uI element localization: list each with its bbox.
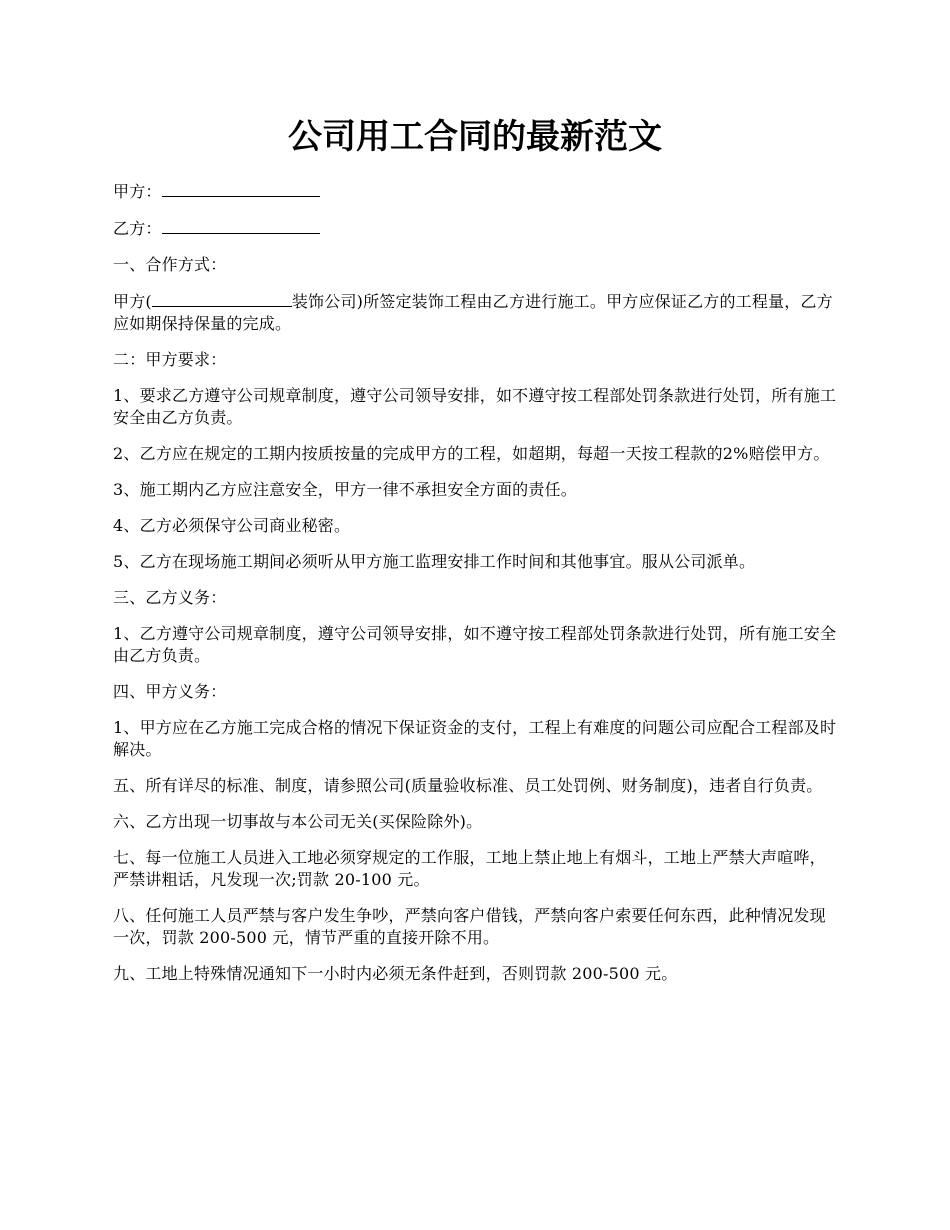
section-2-item: 1、要求乙方遵守公司规章制度，遵守公司领导安排，如不遵守按工程部处罚条款进行处罚，所有施工安全由乙方负责。: [113, 386, 837, 427]
section-2-item: 2、乙方应在规定的工期内按质按量的完成甲方的工程，如超期，每超一天按工程款的2%赔偿甲方。: [113, 444, 830, 463]
party-b-label: 乙方：: [113, 219, 162, 238]
section-1-text: 装饰公司)所签定装饰工程由乙方进行施工。甲方应保证乙方的工程量，乙方应如期保持保量的完成。: [113, 292, 833, 333]
clause-6: 六、乙方出现一切事故与本公司无关(买保险除外)。: [113, 812, 483, 831]
party-a-blank: [162, 180, 320, 197]
section-4-heading: 四、甲方义务：: [113, 682, 227, 701]
document-title: 公司用工合同的最新范文: [288, 117, 662, 157]
party-a-label: 甲方：: [113, 182, 162, 201]
section-2-heading: 二：甲方要求：: [113, 350, 227, 369]
section-1-paragraph: [113, 290, 841, 335]
clause-7: 七、每一位施工人员进入工地必须穿规定的工作服，工地上禁止地上有烟斗，工地上严禁大声喧哗，严禁讲粗话，凡发现一次;罚款 20-100 元。: [113, 848, 826, 889]
company-name-blank: [152, 290, 292, 307]
section-1-prefix: 甲方(: [113, 292, 152, 311]
document-body: [113, 180, 841, 999]
party-b-line: [113, 217, 841, 240]
section-1-heading: 一、合作方式：: [113, 255, 227, 274]
party-b-blank: [162, 217, 320, 234]
section-2-item: 5、乙方在现场施工期间必须听从甲方施工监理安排工作时间和其他事宜。服从公司派单。: [113, 552, 756, 571]
section-3-heading: 三、乙方义务：: [113, 588, 227, 607]
clause-8: 八、任何施工人员严禁与客户发生争吵，严禁向客户借钱，严禁向客户索要任何东西，此种情况发现一次，罚款 200-500 元，情节严重的直接开除不用。: [113, 906, 826, 947]
clause-9: 九、工地上特殊情况通知下一小时内必须无条件赶到，否则罚款 200-500 元。: [113, 964, 678, 983]
section-2-item: 4、乙方必须保守公司商业秘密。: [113, 516, 351, 535]
clause-5: 五、所有详尽的标准、制度，请参照公司(质量验收标准、员工处罚例、财务制度)，违者自行负责。: [113, 776, 823, 795]
section-3-item: 1、乙方遵守公司规章制度，遵守公司领导安排，如不遵守按工程部处罚条款进行处罚，所有施工安全由乙方负责。: [113, 624, 837, 665]
section-2-item: 3、施工期内乙方应注意安全，甲方一律不承担安全方面的责任。: [113, 480, 577, 499]
party-a-line: [113, 180, 841, 203]
section-4-item: 1、甲方应在乙方施工完成合格的情况下保证资金的支付，工程上有难度的问题公司应配合工程部及时解决。: [113, 718, 837, 759]
